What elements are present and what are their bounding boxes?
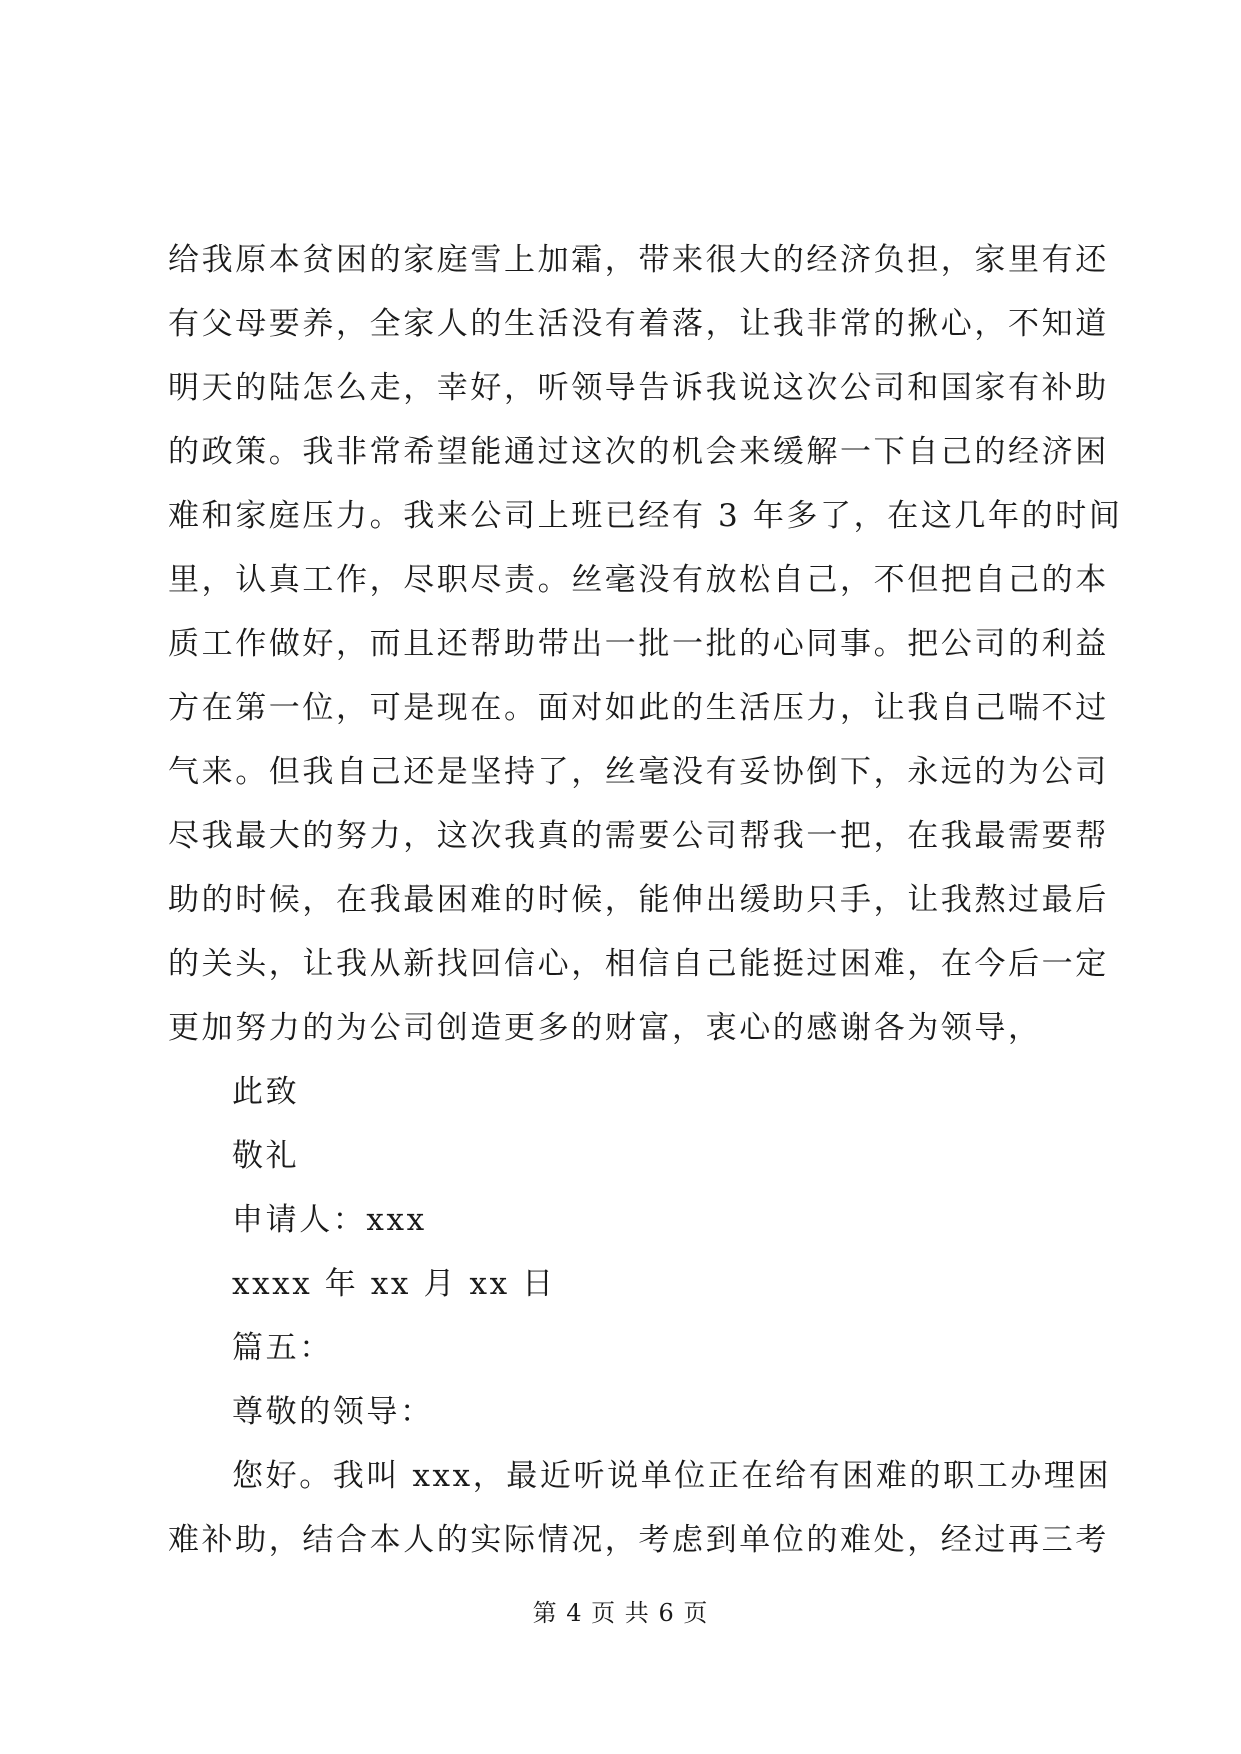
paragraph-line: 气来。但我自己还是坚持了，丝毫没有妥协倒下，永远的为公司 bbox=[168, 754, 1109, 790]
paragraph-line: 难补助，结合本人的实际情况，考虑到单位的难处，经过再三考 bbox=[168, 1522, 1109, 1558]
letter-date: xxxx 年 xx 月 xx 日 bbox=[232, 1266, 556, 1302]
paragraph-line: 给我原本贫困的家庭雪上加霜，带来很大的经济负担，家里有还 bbox=[168, 242, 1109, 278]
closing-salutation: 此致 bbox=[232, 1074, 300, 1110]
paragraph-line: 更加努力的为公司创造更多的财富，衷心的感谢各为领导， bbox=[168, 1010, 1042, 1046]
paragraph-line: 有父母要养，全家人的生活没有着落，让我非常的揪心，不知道 bbox=[168, 306, 1109, 342]
paragraph-line: 里，认真工作，尽职尽责。丝毫没有放松自己，不但把自己的本 bbox=[168, 562, 1109, 598]
page-number-footer: 第 4 页 共 6 页 bbox=[532, 1599, 709, 1627]
applicant-signature: 申请人：xxx bbox=[232, 1202, 427, 1238]
paragraph-line: 明天的陆怎么走，幸好，听领导告诉我说这次公司和国家有补助 bbox=[168, 370, 1109, 406]
paragraph-line: 的政策。我非常希望能通过这次的机会来缓解一下自己的经济困 bbox=[168, 434, 1109, 470]
paragraph-line: 尽我最大的努力，这次我真的需要公司帮我一把，在我最需要帮 bbox=[168, 818, 1109, 854]
paragraph-line: 您好。我叫 xxx，最近听说单位正在给有困难的职工办理困 bbox=[232, 1458, 1112, 1494]
paragraph-line: 的关头，让我从新找回信心，相信自己能挺过困难，在今后一定 bbox=[168, 946, 1109, 982]
section-title: 篇五： bbox=[232, 1330, 333, 1366]
letter-greeting: 尊敬的领导： bbox=[232, 1394, 434, 1430]
paragraph-line: 质工作做好，而且还帮助带出一批一批的心同事。把公司的利益 bbox=[168, 626, 1109, 662]
closing-regards: 敬礼 bbox=[232, 1138, 300, 1174]
document-body bbox=[168, 228, 1123, 1572]
paragraph-line: 难和家庭压力。我来公司上班已经有 3 年多了，在这几年的时间 bbox=[168, 498, 1123, 534]
paragraph-line: 方在第一位，可是现在。面对如此的生活压力，让我自己喘不过 bbox=[168, 690, 1109, 726]
paragraph-line: 助的时候，在我最困难的时候，能伸出缓助只手，让我熬过最后 bbox=[168, 882, 1109, 918]
